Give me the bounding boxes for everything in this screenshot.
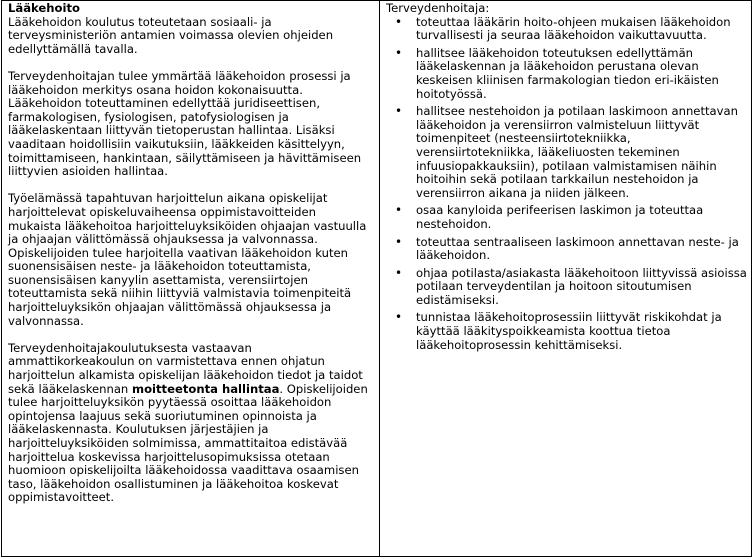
paragraph-1: Lääkehoidon koulutus toteutetaan sosiaali- ja terveysministeriön antamien voimassa olevien ohjeiden edellyttämällä tavalla.	[8, 14, 334, 56]
section-heading: Lääkehoito	[8, 1, 80, 15]
list-item: • ohjaa potilasta/asiakasta lääkehoitoon liittyvissä asioissa potilaan terveydentilan ja hoitoon sitoutumisen edistämiseksi.	[386, 267, 748, 308]
paragraph-2: Terveydenhoitajan tulee ymmärtää lääkehoidon prosessi ja lääkehoidon merkitys osana hoidon kokonaisuutta. Lääkehoidon toteuttaminen edellyttää juridiseettisen, farmakologisen, fysiologisen, patofysiologisen ja lääkelaskentaan liittyvän tietoperustan hallintaa. Lisäksi vaaditaan hoidollisiin vaikutuksiin, lääkkeiden käsittelyyn, toimittamiseen, hankintaan, säilyttämiseen ja hävittämiseen liittyvien asioiden hallintaa.	[8, 68, 362, 179]
paragraph-4	[8, 342, 372, 505]
paragraph-3: Työelämässä tapahtuvan harjoittelun aikana opiskelijat harjoittelevat opiskeluvaiheensa oppimistavoitteiden mukaista lääkehoitoa harjoitteluyksiköiden ohjaajan vastuulla ja ohjaajan välittömässä ohjauksessa ja valvonnassa. Opiskelijoiden tulee harjoitella vaativan lääkehoidon kuten suonensisäisen neste- ja lääkehoidon toteuttamista, suonensisäisen kanyylin asettamista, verensiirtojen toteuttamista sekä niihin liittyviä valmistavia toimenpiteitä harjoitteluyksikön ohjaajan välittömässä ohjauksessa ja valvonnassa.	[8, 191, 367, 328]
left-column	[8, 2, 372, 519]
list-item: • toteuttaa lääkärin hoito-ohjeen mukaisen lääkehoidon turvallisesti ja seuraa lääkehoidon vaikuttavuutta.	[386, 16, 748, 43]
list-item: • hallitsee lääkehoidon toteutuksen edellyttämän lääkelaskennan ja lääkehoidon perustana olevan keskeisen kliinisen farmakologian tiedon eri-ikäisten hoitotyössä.	[386, 47, 748, 101]
competence-list	[386, 16, 748, 353]
list-item: • osaa kanyloida perifeerisen laskimon ja toteuttaa nestehoidon.	[386, 204, 748, 231]
paragraph-4-end: . Opiskelijoiden tulee harjoitteluyksikön pyytäessä osoittaa lääkehoidon opintojensa laajuus sekä suoriutuminen opinnoista ja lääkelaskennasta. Koulutuksen järjestäjien ja harjoitteluyksiköiden solmimissa, ammattitaitoa edistävää harjoittelua koskevissa harjoittelusopimuksissa otetaan huomioon opiskelijoilta lääkehoidossa vaadittava osaamisen taso, lääkehoidon osallistuminen ja lääkehoitoa koskevat oppimistavoitteet.	[8, 381, 368, 505]
column-divider	[379, 1, 380, 556]
right-column	[386, 2, 748, 356]
list-item: • toteuttaa sentraaliseen laskimoon annettavan neste- ja lääkehoidon.	[386, 236, 748, 263]
list-item: • tunnistaa lääkehoitoprosessiin liittyvät riskikohdat ja käyttää lääkityspoikkeamista koottua tietoa lääkehoitoprosessin kehittämiseksi.	[386, 311, 748, 352]
content-table	[1, 0, 752, 557]
list-item: • hallitsee nestehoidon ja potilaan laskimoon annettavan lääkehoidon ja verensiirron valmisteluun liittyvät toimenpiteet (nesteensiirtotekniikka, verensiirtotekniikka, lääkeliuosten tekeminen infuusiopakkauksiin), potilaan valmistamisen näihin hoitoihin sekä potilaan tarkkailun nestehoidon ja verensiirron aikana ja niiden jälkeen.	[386, 105, 748, 200]
paragraph-4-start: Terveydenhoitajakoulutuksesta vastaavan ammattikorkeakoulun on varmistettava ennen ohjatun harjoittelun alkamista opiskelijan lääkehoidon tiedot ja taidot sekä lääkelaskennan	[8, 340, 363, 396]
paragraph-4-emphasis: moitteetonta hallintaa	[131, 381, 280, 396]
right-heading: Terveydenhoitaja:	[386, 1, 490, 15]
